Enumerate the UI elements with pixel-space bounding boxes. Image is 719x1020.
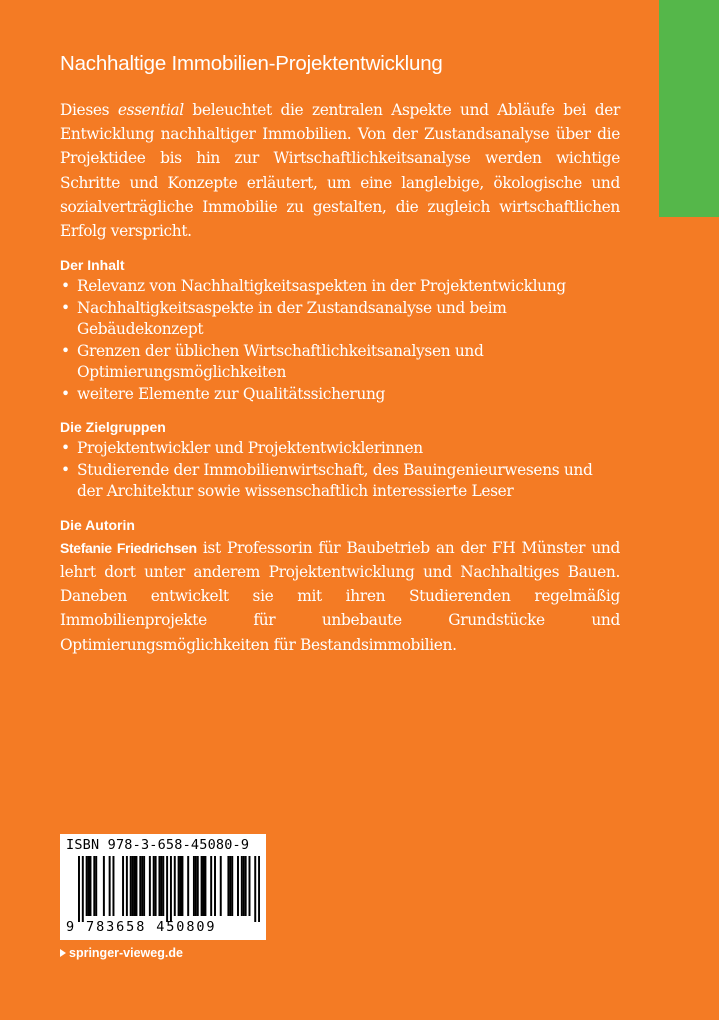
- barcode-bar: [82, 856, 84, 922]
- autorin-heading: Die Autorin: [60, 516, 135, 533]
- bullet-icon: •: [61, 341, 70, 360]
- barcode-bar: [93, 856, 95, 916]
- barcode-bar: [174, 856, 176, 916]
- barcode-bar: [201, 856, 203, 916]
- isbn-label: ISBN 978-3-658-45080-9: [66, 837, 250, 853]
- bullet-icon: •: [61, 384, 70, 403]
- barcode-bar: [153, 856, 155, 916]
- zielgruppen-heading: Die Zielgruppen: [60, 419, 166, 436]
- barcode-bar: [204, 856, 206, 916]
- barcode-bar: [231, 856, 233, 916]
- barcode-bar: [89, 856, 91, 916]
- barcode-bar: [258, 856, 260, 922]
- green-accent-tab: [659, 0, 719, 217]
- barcode-bar: [229, 856, 231, 916]
- barcode-bar: [95, 856, 97, 916]
- list-item-text: Grenzen der üblichen Wirtschaftlichkeitsanalysen und Optimierungsmöglichkeiten: [77, 341, 484, 382]
- barcode-bar: [162, 856, 164, 916]
- list-item-text: weitere Elemente zur Qualitätssicherung: [77, 384, 386, 403]
- book-title: Nachhaltige Immobilien-Projektentwicklung: [60, 52, 443, 75]
- barcode-bar: [88, 856, 90, 916]
- list-item-text: Projektentwickler und Projektentwicklerinnen: [77, 439, 423, 458]
- barcode-bar: [86, 856, 88, 916]
- inhalt-heading: Der Inhalt: [60, 257, 125, 274]
- bullet-icon: •: [61, 439, 70, 458]
- barcode-bar: [227, 856, 229, 916]
- inhalt-list: [60, 276, 620, 405]
- barcode-bar: [203, 856, 205, 916]
- barcode-bar: [130, 856, 132, 916]
- barcode-bar: [249, 856, 251, 916]
- barcode-bars: [78, 856, 260, 922]
- barcode-bar: [141, 856, 143, 916]
- list-item: [60, 384, 620, 406]
- barcode-bar: [245, 856, 247, 916]
- author-bio: ist Professorin für Baubetrieb an der FH Münster und lehrt dort unter anderem Projektentwicklung und Nachhaltiges Bauen. Daneben entwickelt sie mit ihren Studierenden regelmäßig Immobilienprojekte für unbebaute Grundstücke und Optimierungsmöglichkeiten für Bestandsimmobilien.: [60, 538, 620, 654]
- list-item: [60, 276, 620, 298]
- intro-emphasis: essential: [117, 101, 184, 119]
- barcode-bar: [139, 856, 141, 916]
- list-item: [60, 341, 620, 384]
- barcode-bar: [135, 856, 137, 916]
- list-item-text: Nachhaltigkeitsaspekte in der Zustandsanalyse und beim Gebäudekonzept: [77, 298, 507, 339]
- arrow-right-icon: [60, 949, 66, 957]
- barcode-bar: [241, 856, 243, 916]
- barcode-digits: 9 783658 450809: [66, 919, 217, 935]
- list-item-text: Studierende der Immobilienwirtschaft, des Bauingenieurwesens und der Architektur sowie wissenschaftlich interessierte Leser: [77, 460, 593, 501]
- barcode-bar: [181, 856, 183, 916]
- barcode-bar: [103, 856, 105, 916]
- barcode-bar: [195, 856, 197, 916]
- back-cover-content: [60, 52, 620, 657]
- barcode-bar: [178, 856, 180, 916]
- barcode-bar: [180, 856, 182, 916]
- barcode-bar: [243, 856, 245, 916]
- barcode-bar: [78, 856, 80, 922]
- bullet-icon: •: [61, 460, 70, 479]
- barcode-bar: [166, 856, 168, 922]
- barcode-bar: [197, 856, 199, 916]
- barcode-bar: [170, 856, 172, 922]
- isbn-barcode: [60, 834, 266, 940]
- bullet-icon: •: [61, 277, 70, 296]
- publisher-website[interactable]: [60, 946, 183, 960]
- barcode-bar: [220, 856, 222, 916]
- barcode-bar: [126, 856, 128, 916]
- list-item-text: Relevanz von Nachhaltigkeitsaspekten in der Projektentwicklung: [77, 277, 566, 296]
- zielgruppen-list: [60, 438, 620, 503]
- barcode-bar: [210, 856, 212, 916]
- barcode-bar: [193, 856, 195, 916]
- barcode-bar: [109, 856, 111, 916]
- barcode-bar: [187, 856, 189, 916]
- barcode-bar: [214, 856, 216, 916]
- barcode-bar: [134, 856, 136, 916]
- barcode-bar: [122, 856, 124, 916]
- author-paragraph: [60, 536, 620, 657]
- barcode-bar: [160, 856, 162, 916]
- intro-paragraph: [60, 98, 620, 243]
- intro-rest: beleuchtet die zentralen Aspekte und Abläufe bei der Entwicklung nachhaltiger Immobilien. Von der Zustandsanalyse über die Projektidee bis hin zur Wirtschaftlichkeitsanalyse werden wichtige Schritte und Konzepte erläutert, um eine langlebige, ökologische und sozialverträgliche Immobilie zu gestalten, die zugleich wirtschaftlichen Erfolg verspricht.: [60, 101, 620, 241]
- barcode-bar: [149, 856, 151, 916]
- barcode-bar: [143, 856, 145, 916]
- barcode-bar: [158, 856, 160, 916]
- list-item: [60, 460, 620, 503]
- author-name: Stefanie Friedrichsen: [60, 539, 197, 556]
- list-item: [60, 298, 620, 341]
- bullet-icon: •: [61, 298, 70, 317]
- barcode-bar: [112, 856, 114, 916]
- barcode-bar: [132, 856, 134, 916]
- barcode-bar: [237, 856, 239, 916]
- website-label: springer-vieweg.de: [69, 946, 183, 960]
- intro-prefix: Dieses: [60, 101, 118, 119]
- barcode-bar: [155, 856, 157, 916]
- barcode-bar: [254, 856, 256, 922]
- list-item: [60, 438, 620, 460]
